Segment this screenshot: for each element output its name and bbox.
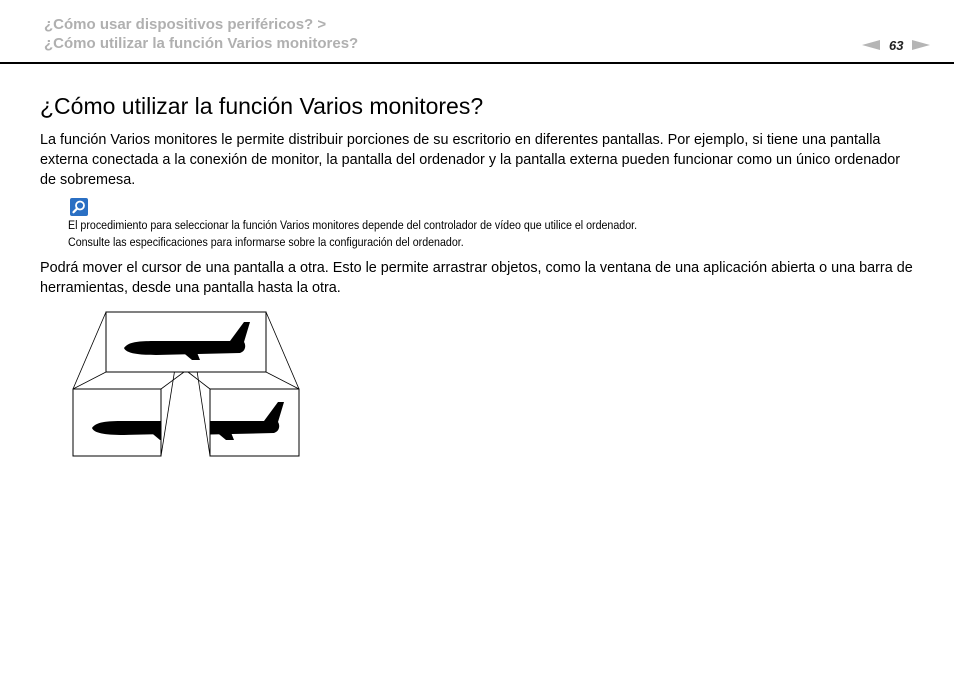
intro-paragraph: La función Varios monitores le permite distribuir porciones de su escritorio en diferentes pantallas. Por ejemplo, si tiene una pantalla externa conectada a la conexión de monitor, la pantalla del ordenador y la pantalla externa pueden funcionar como un único ordenador de sobremesa. — [40, 132, 901, 188]
body-paragraph: Podrá mover el cursor de una pantalla a otra. Esto le permite arrastrar objetos, como la ventana de una aplicación abierta o una barra de herramientas, desde una pantalla hasta la otra. — [40, 260, 913, 296]
note-text — [68, 217, 637, 251]
page-navigation — [862, 36, 930, 54]
page-number: 63 — [889, 37, 904, 53]
breadcrumb — [44, 15, 358, 53]
magnifier-icon — [70, 198, 88, 216]
header-divider — [0, 62, 954, 64]
breadcrumb-line-2[interactable]: ¿Cómo utilizar la función Varios monitores? — [44, 35, 359, 52]
page-title: ¿Cómo utilizar la función Varios monitores? — [40, 93, 484, 119]
note-line-2: Consulte las especificaciones para informarse sobre la configuración del ordenador. — [68, 235, 464, 249]
breadcrumb-line-1[interactable]: ¿Cómo usar dispositivos periféricos? > — [44, 16, 327, 33]
arrow-right-icon[interactable] — [912, 40, 930, 50]
multi-monitor-illustration — [70, 308, 310, 462]
note-line-1: El procedimiento para seleccionar la función Varios monitores depende del controlador de vídeo que utilice el ordenador. — [68, 218, 638, 232]
arrow-left-icon[interactable] — [862, 40, 880, 50]
